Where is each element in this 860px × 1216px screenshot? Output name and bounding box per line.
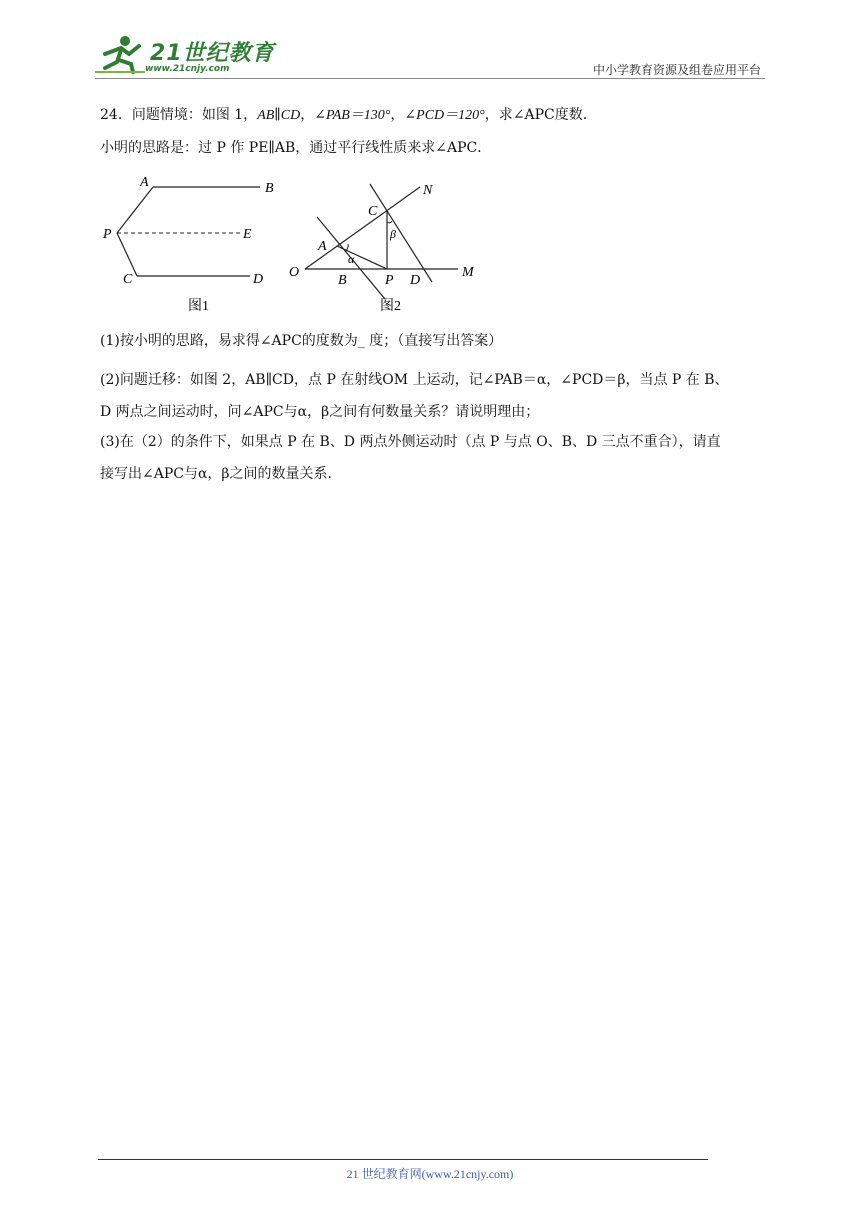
fig1-label-P: P xyxy=(103,227,112,242)
header-divider xyxy=(95,78,765,79)
fig2-label-beta: β xyxy=(390,227,396,241)
fig2-label-N: N xyxy=(423,183,433,198)
runner-logo-icon xyxy=(95,34,147,74)
question-part-2: (2)问题迁移：如图 2，AB∥CD，点 P 在射线OM 上运动，记∠PAB＝α，∠PCD＝β，当点 P 在 B、 D 两点之间运动时，问∠APC与α，β之间有何数量关系？请说明理由； xyxy=(100,372,729,420)
fig2-label-C: C xyxy=(368,204,378,219)
question-part-1: (1)按小明的思路，易求得∠APC的度数为_ 度；（直接写出答案） xyxy=(100,333,503,349)
fig2-label-B: B xyxy=(338,273,347,288)
fig2-label-D: D xyxy=(410,273,421,288)
logo-url: www.21cnjy.com xyxy=(145,64,230,74)
question-line-1: 24．问题情境：如图 1，AB∥CD，∠PAB＝130°，∠PCD＝120°，求∠APC度数． xyxy=(100,107,597,123)
fig2-label-O: O xyxy=(289,265,300,280)
fig1-label-C: C xyxy=(123,272,133,287)
page-header xyxy=(95,30,765,80)
footer-divider xyxy=(98,1159,708,1160)
fig2-label-P: P xyxy=(385,273,394,288)
footer-text: 21 世纪教育网(www.21cnjy.com) xyxy=(346,1167,514,1181)
fig2-label-A: A xyxy=(318,239,327,254)
fig2-label-M: M xyxy=(462,265,474,280)
fig1-label-D: D xyxy=(253,272,264,287)
figures xyxy=(100,172,500,322)
question-number: 24． xyxy=(100,107,132,123)
site-name: 中小学教育资源及组卷应用平台 xyxy=(592,63,761,77)
fig2-label-alpha: α xyxy=(348,252,355,266)
question-line-2: 小明的思路是：过 P 作 PE∥AB，通过平行线性质来求∠APC． xyxy=(100,140,492,156)
fig1-caption: 图1 xyxy=(188,299,209,314)
fig1-label-B: B xyxy=(265,181,274,196)
fig1-label-A: A xyxy=(140,175,149,190)
logo-text: 21世纪教育 xyxy=(150,41,275,66)
question-part-3: (3)在（2）的条件下，如果点 P 在 B、D 两点外侧运动时（点 P 与点 O、B、D 三点不重合），请直 接写出∠APC与α，β之间的数量关系． xyxy=(100,434,721,482)
figure-1 xyxy=(102,175,274,314)
figure-2 xyxy=(289,183,475,314)
fig2-caption: 图2 xyxy=(380,299,401,314)
fig1-label-E: E xyxy=(243,227,252,242)
